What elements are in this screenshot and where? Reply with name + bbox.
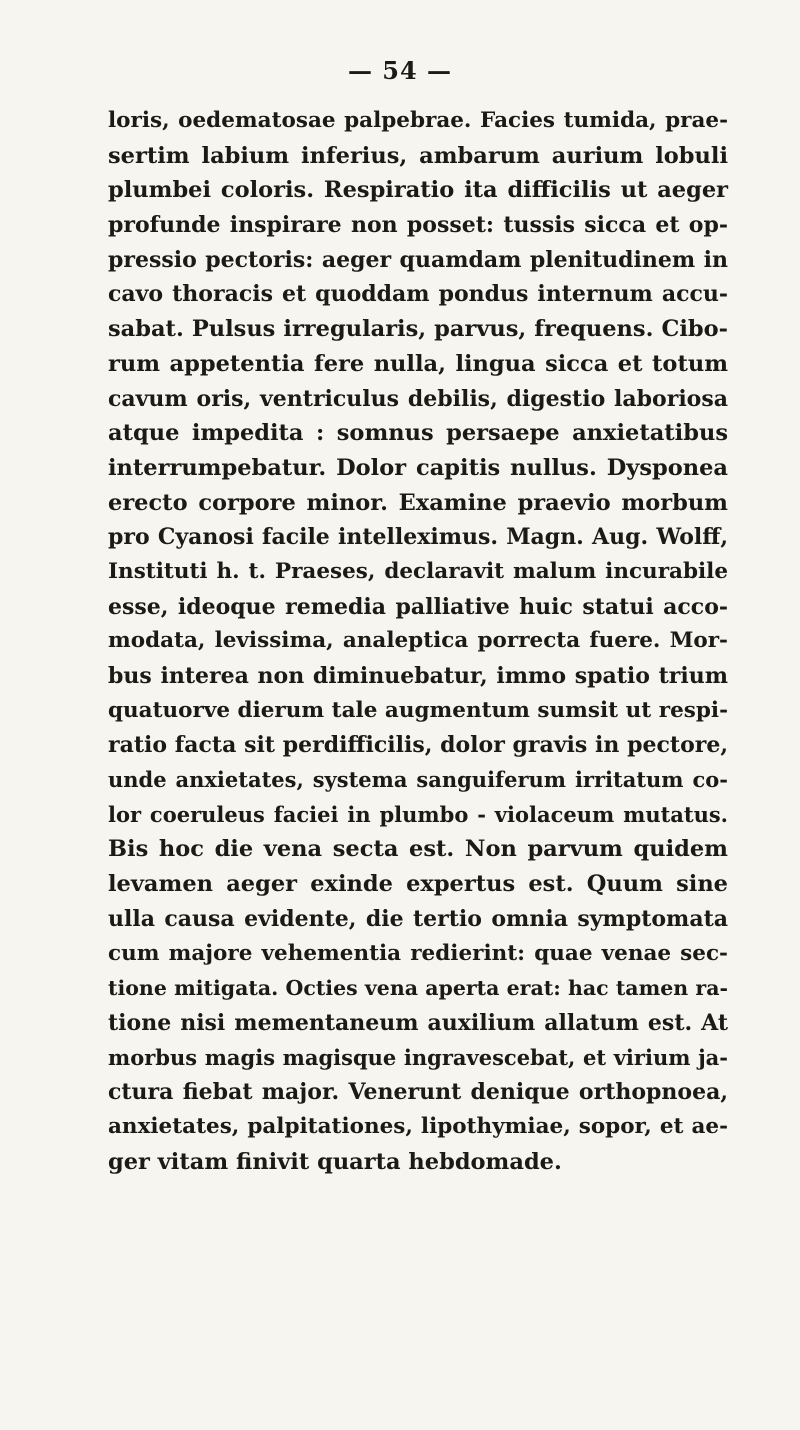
text-line: levamen aeger exinde expertus est. Quum sine: [108, 871, 728, 898]
text-line: Instituti h. t. Praeses, declaravit malum incurabile: [108, 558, 728, 584]
text-line: cavum oris, ventriculus debilis, digestio laboriosa: [108, 385, 728, 412]
text-line: Bis hoc die vena secta est. Non parvum quidem: [108, 836, 728, 863]
text-line: ulla causa evidente, die tertio omnia symptomata: [108, 905, 728, 932]
text-line: tione nisi mementaneum auxilium allatum est. At: [108, 1009, 728, 1036]
text-line: lor coeruleus faciei in plumbo - violaceum mutatus.: [108, 801, 728, 827]
text-line: rum appetentia fere nulla, lingua sicca et totum: [108, 350, 728, 377]
text-line: anxietates, palpitationes, lipothymiae, sopor, et ae-: [108, 1113, 728, 1139]
text-line: cum majore vehementia redierint: quae venae sec-: [108, 940, 728, 966]
text-line: quatuorve dierum tale augmentum sumsit ut respi-: [108, 697, 728, 723]
text-line: profunde inspirare non posset: tussis sicca et op-: [108, 212, 728, 239]
text-line: tione mitigata. Octies vena aperta erat: hac tamen ra-: [108, 976, 728, 1001]
text-line: erecto corpore minor. Examine praevio morbum: [108, 489, 728, 516]
text-line: ctura fiebat major. Venerunt denique orthopnoea,: [108, 1079, 728, 1106]
text-line: esse, ideoque remedia palliative huic statui acco-: [108, 593, 728, 620]
text-line: modata, levissima, analeptica porrecta fuere. Mor-: [108, 628, 728, 654]
text-line: loris, oedematosae palpebrae. Facies tumida, prae-: [108, 108, 728, 133]
text-line: cavo thoracis et quoddam pondus internum accu-: [108, 281, 728, 308]
page-number: — 54 —: [347, 56, 453, 85]
text-line: plumbei coloris. Respiratio ita difficilis ut aeger: [108, 177, 728, 204]
text-line: unde anxietates, systema sanguiferum irritatum co-: [108, 767, 728, 793]
text-line: atque impedita : somnus persaepe anxietatibus: [108, 420, 728, 447]
text-line: pro Cyanosi facile intelleximus. Magn. Aug. Wolff,: [108, 524, 728, 551]
text-line: pressio pectoris: aeger quamdam plenitudinem in: [108, 246, 728, 273]
text-line: ger vitam finivit quarta hebdomade.: [108, 1148, 562, 1175]
body-text: [108, 104, 728, 1179]
text-line: sertim labium inferius, ambarum aurium lobuli: [108, 142, 728, 169]
text-line: sabat. Pulsus irregularis, parvus, frequens. Cibo-: [108, 316, 728, 343]
text-line: morbus magis magisque ingravescebat, et virium ja-: [108, 1044, 728, 1070]
text-line: bus interea non diminuebatur, immo spatio trium: [108, 663, 728, 689]
text-line: ratio facta sit perdifficilis, dolor gravis in pectore,: [108, 732, 728, 759]
text-line: interrumpebatur. Dolor capitis nullus. Dysponea: [108, 454, 728, 481]
